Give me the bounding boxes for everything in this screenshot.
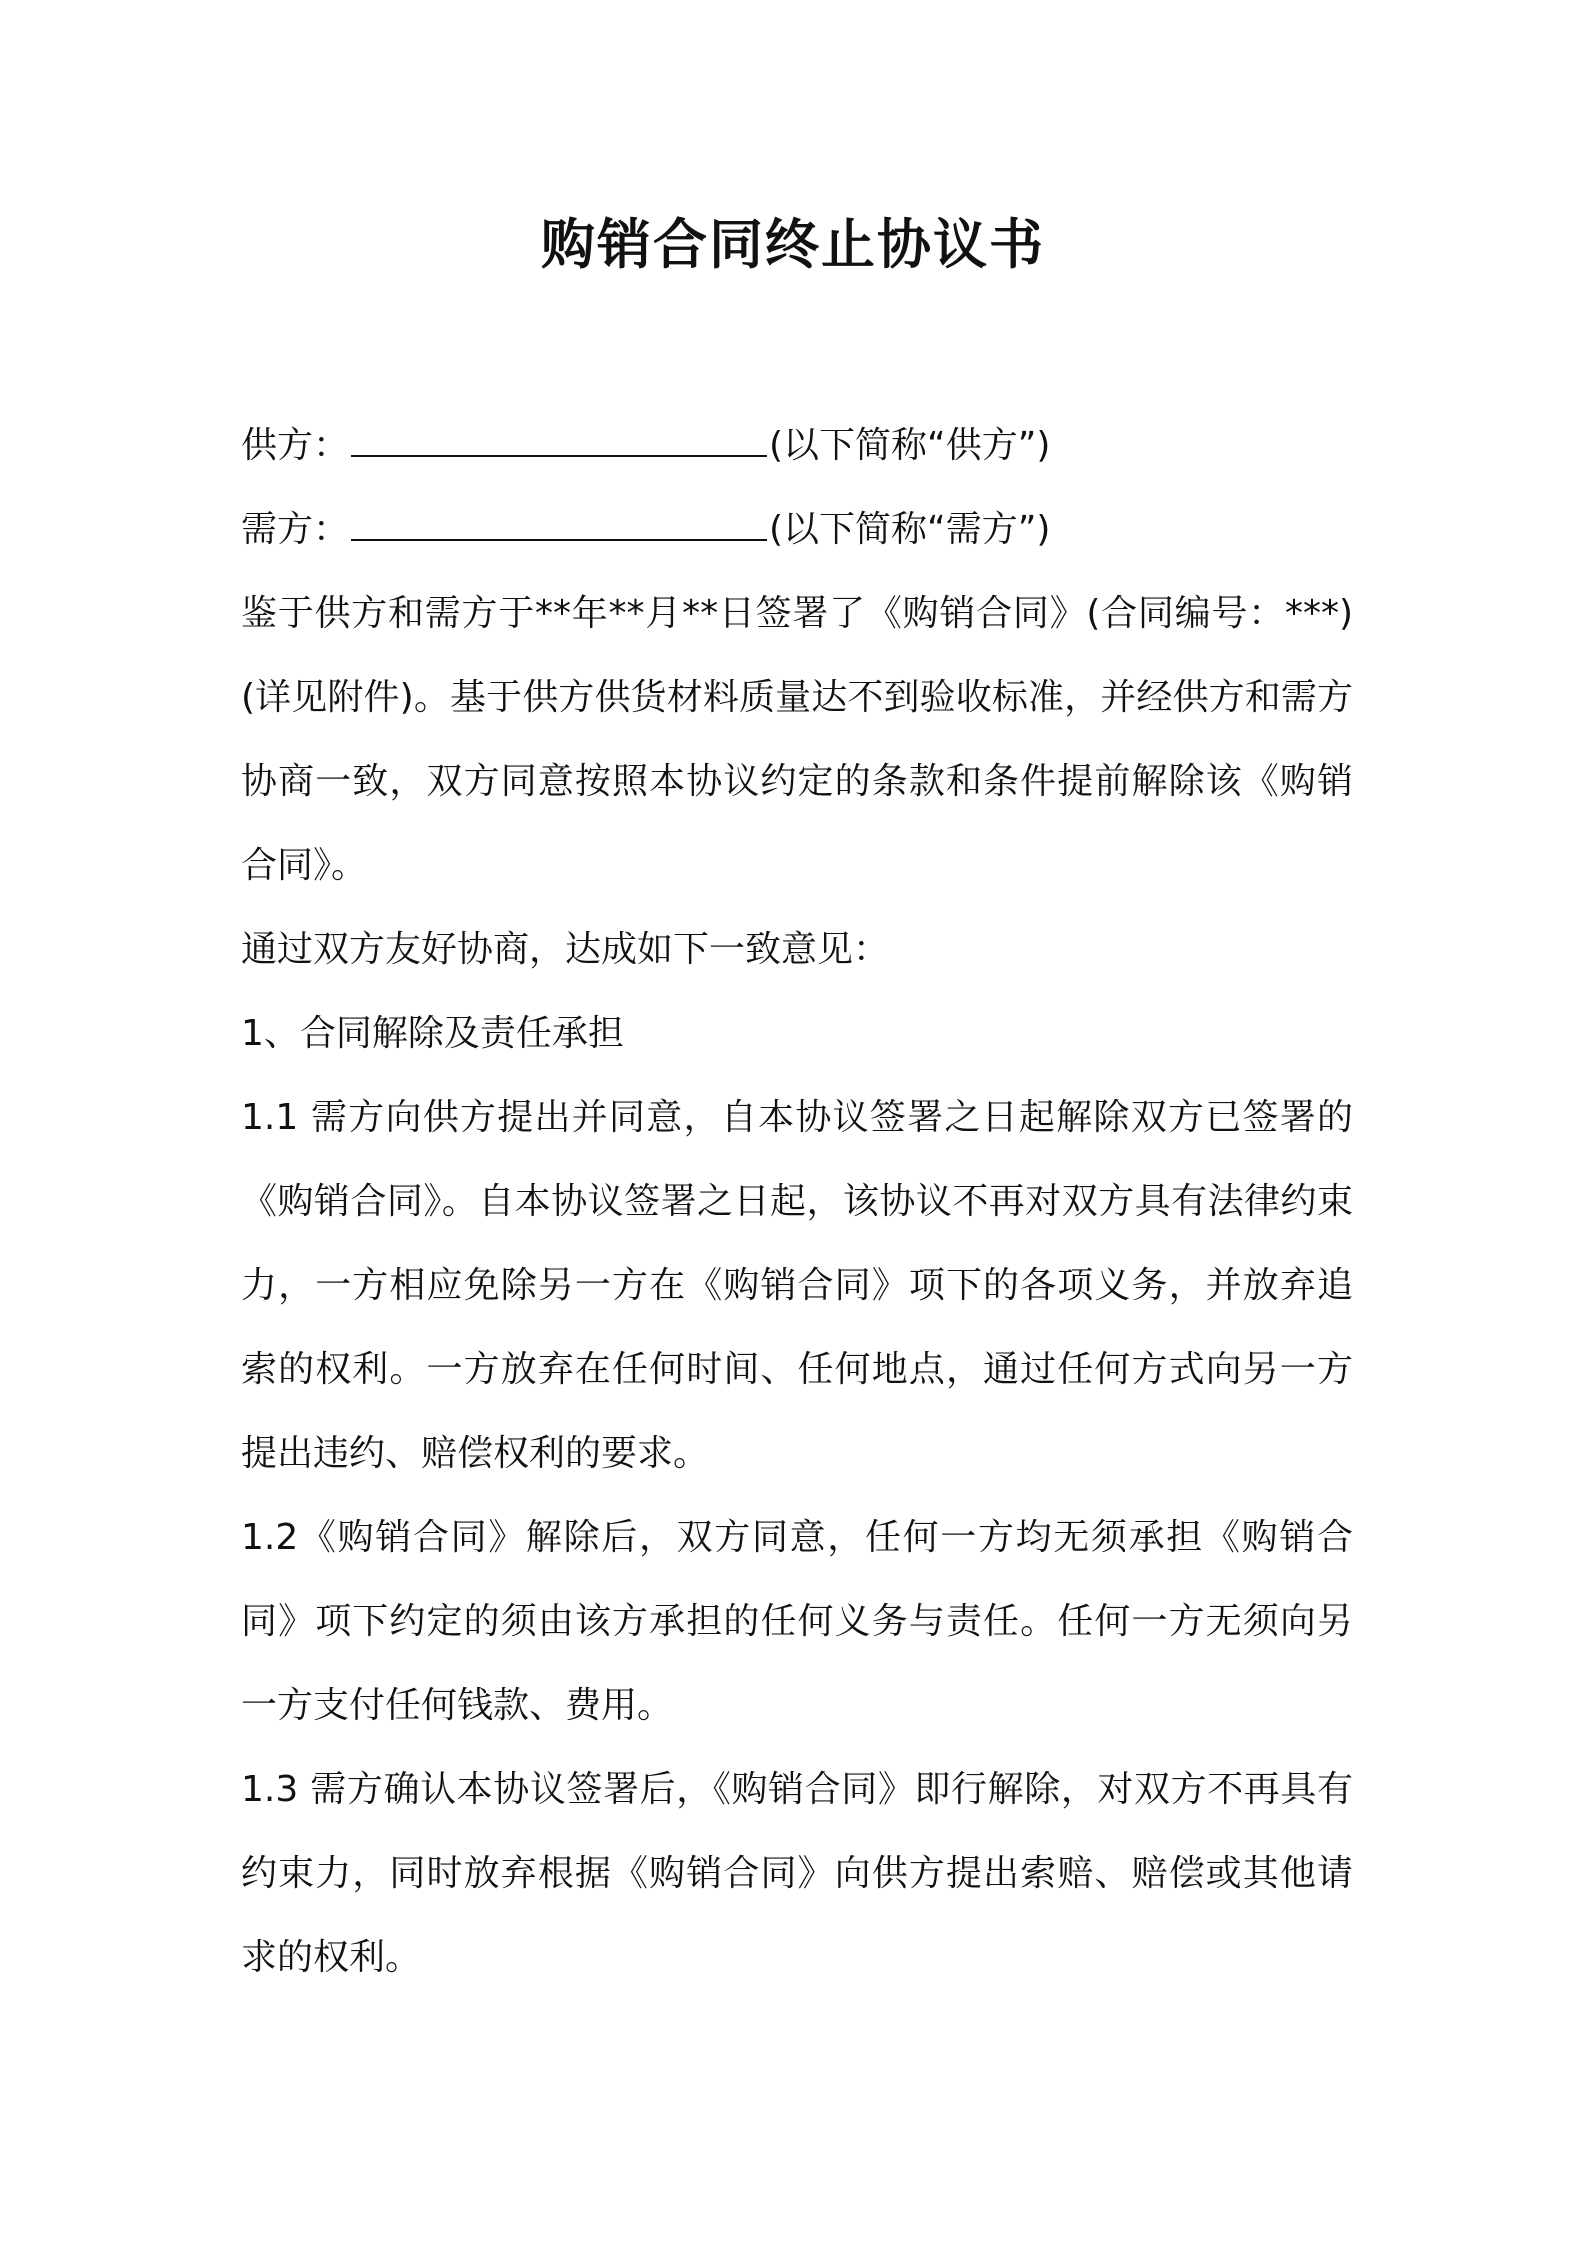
preamble-paragraph: 鉴于供方和需方于**年**月**日签署了《购销合同》(合同编号：***)(详见附件)。基于供方供货材料质量达不到验收标准，并经供方和需方协商一致，双方同意按照本协议约定的条款和条件提前解除该《购销合同》。 — [241, 593, 1353, 886]
buyer-line — [241, 488, 1353, 572]
document-title: 购销合同终止协议书 — [541, 213, 1045, 276]
consensus-intro: 通过双方友好协商，达成如下一致意见： — [241, 929, 890, 970]
document-body — [241, 404, 1353, 2000]
buyer-label: 需方： — [241, 509, 350, 550]
supplier-note: (以下简称“供方”) — [769, 425, 1051, 466]
buyer-note: (以下简称“需方”) — [769, 509, 1051, 550]
clause-1-2: 1.2《购销合同》解除后，双方同意，任何一方均无须承担《购销合同》项下约定的须由该方承担的任何义务与责任。任何一方无须向另一方支付任何钱款、费用。 — [241, 1517, 1353, 1726]
supplier-label: 供方： — [241, 425, 350, 466]
supplier-blank-field — [351, 421, 767, 457]
clause-1-3: 1.3 需方确认本协议签署后，《购销合同》即行解除，对双方不再具有约束力，同时放弃根据《购销合同》向供方提出索赔、赔偿或其他请求的权利。 — [241, 1769, 1353, 1978]
buyer-blank-field — [351, 505, 767, 541]
supplier-line — [241, 404, 1353, 488]
section-1-heading: 1、合同解除及责任承担 — [241, 1013, 624, 1054]
clause-1-1: 1.1 需方向供方提出并同意，自本协议签署之日起解除双方已签署的《购销合同》。自本协议签署之日起，该协议不再对双方具有法律约束力，一方相应免除另一方在《购销合同》项下的各项义务，并放弃追索的权利。一方放弃在任何时间、任何地点，通过任何方式向另一方提出违约、赔偿权利的要求。 — [241, 1097, 1353, 1474]
